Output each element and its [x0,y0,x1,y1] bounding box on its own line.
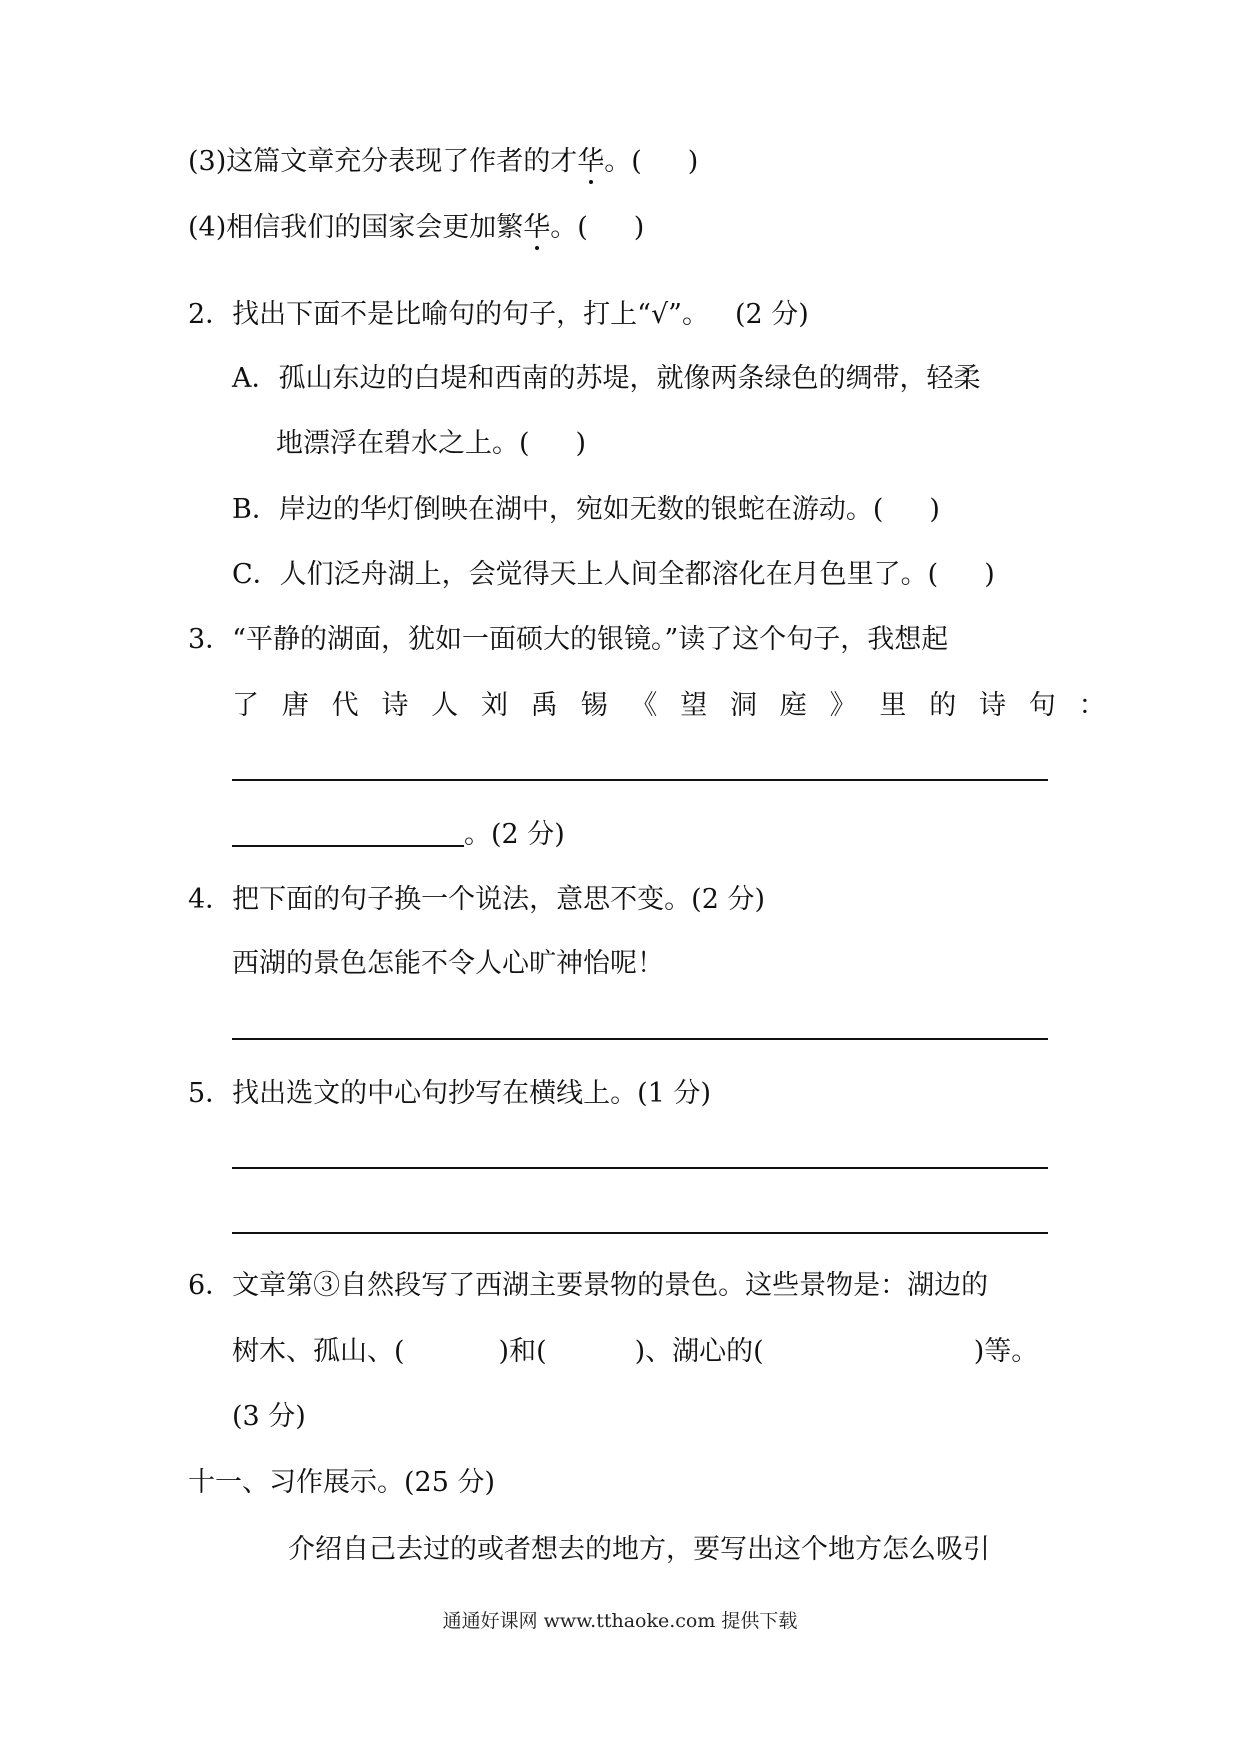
option-b-text: B．岸边的华灯倒映在湖中，宛如无数的银蛇在游动。( [232,494,884,525]
question-3-tail [464,817,565,853]
question-2-option-c [232,557,995,593]
question-1-4 [188,210,644,246]
question-4-sentence-text: 西湖的景色怎能不令人心旷神怡呢！ [232,948,664,979]
question-6-part-2: )和( [498,1336,547,1367]
question-3 [188,622,948,658]
answer-line-short[interactable] [232,845,464,847]
question-3-score: 。(2 分) [464,819,565,850]
answer-line[interactable] [232,1232,1048,1234]
question-6-part-1: 树木、孤山、( [232,1336,405,1367]
emphasis-dot-char: 华 [523,210,550,246]
paren-close: ) [929,494,940,525]
paren-open: 。( [550,212,588,243]
footer-credit: 通通好课网 www.tthaoke.com 提供下载 [442,1610,798,1632]
question-5 [188,1076,711,1112]
option-a-line-1: A．孤山东边的白堤和西南的苏堤，就像两条绿色的绸带，轻柔 [232,363,981,394]
question-1-4-text: (4)相信我们的国家会更加繁 [188,212,524,243]
paren-close: ) [687,146,699,177]
paren-close: ) [575,428,587,459]
question-3-line-2: 了唐代诗人刘禹锡《望洞庭》里的诗句： [232,690,1129,721]
answer-line[interactable] [232,779,1048,781]
section-11-prompt [288,1532,990,1568]
question-2-option-b [232,492,940,528]
paren-close: ) [633,212,645,243]
question-5-stem: 5．找出选文的中心句抄写在横线上。(1 分) [188,1078,712,1109]
question-2 [188,297,809,333]
question-2-option-a-cont [276,426,586,462]
question-6-score-text: (3 分) [232,1401,306,1432]
question-3-cont [232,688,1128,724]
question-2-stem: 2．找出下面不是比喻句的句子，打上“√”。 [188,299,709,330]
question-6-part-4: )等。 [973,1336,1039,1367]
question-6-blanks [232,1334,1038,1370]
paren-open: 。( [604,146,642,177]
section-11-prompt-text: 介绍自己去过的或者想去的地方，要写出这个地方怎么吸引 [288,1534,990,1565]
question-6 [188,1268,988,1304]
question-2-option-a [232,361,981,397]
answer-line[interactable] [232,1167,1048,1169]
question-1-3 [188,144,698,180]
section-11-heading [188,1465,495,1501]
question-6-score [232,1399,306,1435]
question-4-sentence [232,946,664,982]
answer-line[interactable] [232,1038,1048,1040]
emphasis-dot-char: 华 [577,144,604,180]
paren-close: ) [984,559,995,590]
section-11-heading-text: 十一、习作展示。(25 分) [188,1467,496,1498]
option-c-text: C．人们泛舟湖上，会觉得天上人间全都溶化在月色里了。( [232,559,939,590]
question-6-line-1: 6．文章第③自然段写了西湖主要景物的景色。这些景物是：湖边的 [188,1270,989,1301]
question-1-3-text: (3)这篇文章充分表现了作者的才 [188,146,578,177]
option-a-line-2: 地漂浮在碧水之上。( [276,428,530,459]
question-4-stem: 4．把下面的句子换一个说法，意思不变。(2 分) [188,884,766,915]
question-2-score: (2 分) [735,299,809,330]
question-3-line-1: 3．“平静的湖面，犹如一面硕大的银镜。”读了这个句子，我想起 [188,624,949,655]
question-4 [188,882,765,918]
question-6-part-3: )、湖心的( [634,1336,764,1367]
